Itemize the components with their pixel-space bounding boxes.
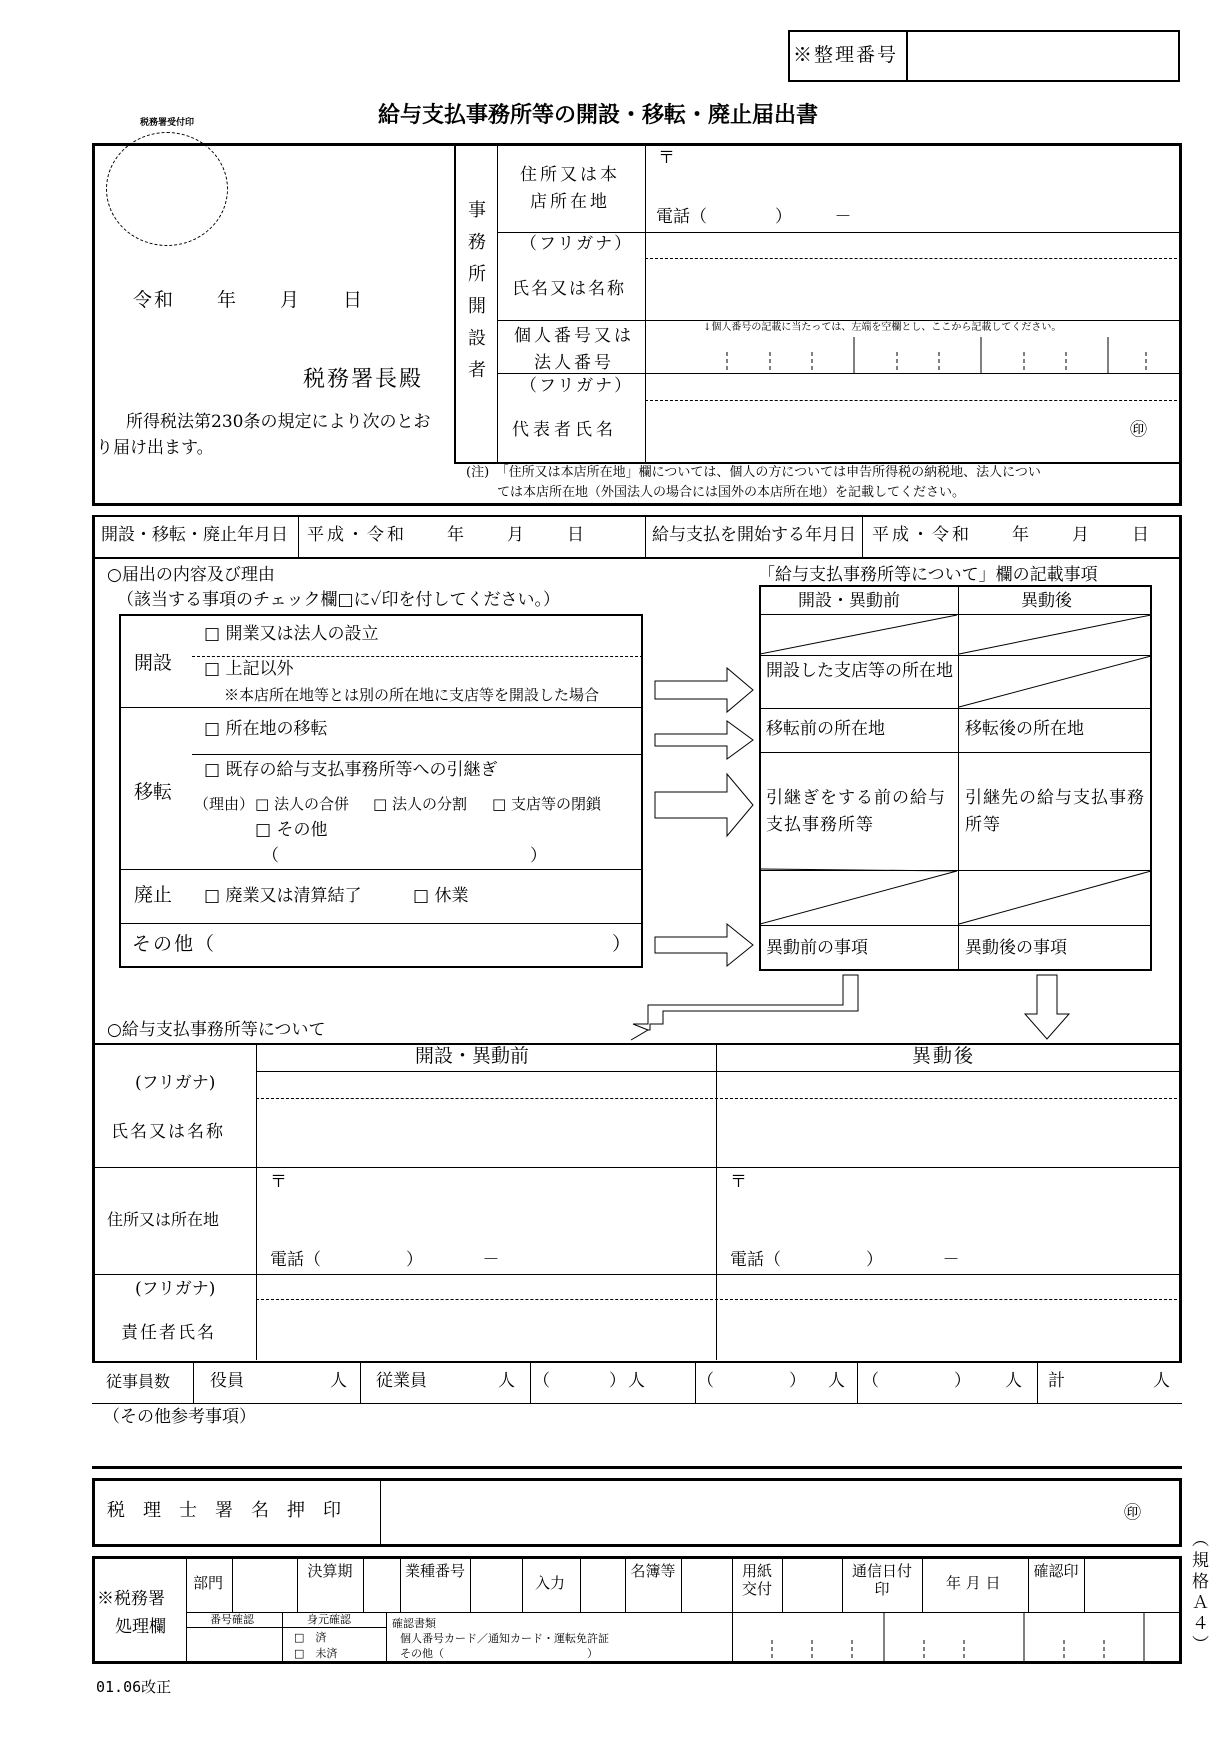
office-before-phone[interactable]: 電話（ ） － [270, 1250, 500, 1270]
office-use-tsushin: 通信日付印 [851, 1562, 912, 1598]
office-col2: 異動後 [912, 1045, 976, 1067]
matrix-r3c1: 移転前の所在地 [766, 719, 885, 739]
iten-reason-label: （理由） [194, 795, 255, 813]
office-col1: 開設・異動前 [415, 1045, 530, 1067]
haishi-label: 廃止 [134, 884, 173, 906]
iten-option-1[interactable]: □ 所在地の移転 [204, 719, 328, 739]
kaisetsu-option-1[interactable]: □ 開業又は法人の設立 [204, 624, 379, 644]
employees-other3[interactable]: （ ） [862, 1371, 977, 1391]
employees-total-unit: 人 [1153, 1371, 1170, 1391]
setter-address-label: 住所又は本店所在地 [520, 165, 620, 212]
office-heading: ○給与支払事務所等について [107, 1020, 326, 1040]
tax-accountant-label: 税 理 士 署 名 押 印 [107, 1500, 341, 1521]
employees-label: 従事員数 [106, 1372, 171, 1391]
employees-officer-unit: 人 [330, 1371, 347, 1391]
open-date-label: 開設・移転・廃止年月日 [101, 525, 288, 545]
matrix-r6c2: 異動後の事項 [965, 938, 1067, 958]
office-address-label: 住所又は所在地 [107, 1210, 220, 1229]
iten-paren-open: （ [262, 846, 279, 866]
matrix-col2: 異動後 [1021, 591, 1072, 611]
office-use-mimoto: 身元確認 [307, 1613, 351, 1626]
start-date-label: 給与支払を開始する年月日 [652, 525, 856, 545]
office-manager-furigana-label: (フリガナ) [135, 1279, 216, 1299]
haishi-option-1[interactable]: □ 廃業又は清算結了 [204, 886, 362, 906]
revision-note: 01.06改正 [96, 1678, 172, 1696]
setter-rep-label: 代表者氏名 [512, 420, 617, 440]
statement: 所得税法第230条の規定により次のとおり届け出ます。 [96, 412, 431, 458]
start-date-value[interactable]: 平成・令和 年 月 日 [872, 525, 1152, 545]
office-name-label: 氏名又は名称 [111, 1122, 225, 1142]
note-line2: ては本店所在地（外国法人の場合には国外の本店所在地）を記載してください。 [497, 485, 966, 500]
office-use-kakunin: 確認印 [1033, 1562, 1079, 1580]
matrix-r4c2: 引継先の給与支払事務所等 [965, 788, 1145, 835]
matrix-r6c1: 異動前の事項 [766, 938, 868, 958]
setter-name-label: 氏名又は名称 [512, 279, 626, 299]
office-use-docs1: 個人番号カード／通知カード・運転免許証 [400, 1632, 609, 1645]
iten-reason-merger[interactable]: □ 法人の合併 [255, 795, 349, 813]
office-use-gyoshu: 業種番号 [404, 1562, 465, 1580]
office-use-docs2: その他（ ） [400, 1647, 598, 1660]
submission-date[interactable]: 令和 年 月 日 [133, 289, 365, 311]
office-after-phone[interactable]: 電話（ ） － [730, 1250, 960, 1270]
setter-number-label: 個人番号又は法人番号 [514, 326, 634, 373]
other-close: ） [612, 933, 632, 955]
office-use-misumi[interactable]: □ 未済 [294, 1647, 338, 1660]
stamp-label: 税務署受付印 [140, 118, 195, 128]
employees-other2-unit: 人 [828, 1371, 845, 1391]
setter-phone[interactable]: 電話（ ） － [656, 207, 852, 227]
seiri-number-label: ※整理番号 [793, 44, 899, 66]
open-date-value[interactable]: 平成・令和 年 月 日 [307, 525, 587, 545]
matrix-r2c1: 開設した支店等の所在地 [766, 661, 953, 681]
note-line1: (注) 「住所又は本店所在地」欄については、個人の方については申告所得税の納税地、法人につい [466, 465, 1041, 480]
other-label: その他（ [132, 933, 217, 955]
employees-other2[interactable]: （ ） [697, 1371, 812, 1391]
kaisetsu-option-2[interactable]: □ 上記以外 [204, 659, 294, 679]
iten-option-2[interactable]: □ 既存の給与支払事務所等への引継ぎ [204, 760, 498, 780]
form-title: 給与支払事務所等の開設・移転・廃止届出書 [378, 102, 819, 128]
iten-paren-close: ） [530, 846, 547, 866]
kaisetsu-option-2-note: ※本店所在地等とは別の所在地に支店等を開設した場合 [224, 686, 600, 704]
office-use-meibo: 名簿等 [630, 1562, 676, 1580]
haishi-option-2[interactable]: □ 休業 [413, 886, 469, 906]
office-use-label2: 処理欄 [115, 1617, 166, 1637]
office-after-postal: 〒 [730, 1172, 747, 1192]
iten-reason-split[interactable]: □ 法人の分割 [373, 795, 467, 813]
reasons-heading: ○届出の内容及び理由 [107, 565, 275, 585]
iten-reason-closure[interactable]: □ 支店等の閉鎖 [492, 795, 601, 813]
office-use-yoshi: 用紙交付 [741, 1562, 772, 1598]
office-furigana-label: (フリガナ) [135, 1073, 216, 1093]
matrix-col1: 開設・異動前 [798, 591, 900, 611]
reasons-instruction: （該当する事項のチェック欄□に✓印を付してください。） [117, 590, 561, 610]
matrix-r3c2: 移転後の所在地 [965, 719, 1084, 739]
matrix-r4c1: 引継ぎをする前の給与支払事務所等 [766, 788, 946, 835]
tax-accountant-seal-icon: ㊞ [1124, 1503, 1141, 1523]
office-use-kessan: 決算期 [307, 1562, 353, 1580]
remarks-label: （その他参考事項） [103, 1407, 256, 1427]
office-use-ymd: 年 月 日 [946, 1574, 1001, 1592]
setter-vertical-label: 事務所開設者 [465, 200, 486, 392]
employees-officer-label: 役員 [210, 1371, 244, 1391]
kaisetsu-label: 開設 [134, 652, 173, 674]
setter-seal-icon: ㊞ [1130, 420, 1147, 440]
office-use-nyuryoku: 入力 [535, 1574, 566, 1592]
setter-number-note: ↓個人番号の記載に当たっては、左端を空欄とし、ここから記載してください。 [703, 322, 1062, 333]
employees-staff-unit: 人 [498, 1371, 515, 1391]
iten-reason-other[interactable]: □ その他 [255, 820, 328, 840]
office-use-docs: 確認書類 [392, 1617, 436, 1630]
paper-size-note: （規格Ａ４） [1188, 1530, 1208, 1656]
office-use-sumi[interactable]: □ 済 [294, 1631, 327, 1644]
setter-furigana-label: （フリガナ） [520, 234, 634, 254]
setter-postal: 〒 [658, 148, 675, 168]
office-manager-label: 責任者氏名 [121, 1323, 216, 1343]
employees-total-label: 計 [1048, 1371, 1065, 1391]
matrix-heading: 「給与支払事務所等について」欄の記載事項 [758, 565, 1098, 585]
addressee: 税務署長殿 [303, 367, 424, 392]
employees-other1[interactable]: （ ）人 [533, 1371, 647, 1391]
office-use-bango: 番号確認 [210, 1613, 254, 1626]
office-use-label1: ※税務署 [97, 1589, 165, 1609]
office-before-postal: 〒 [270, 1172, 287, 1192]
office-use-bumon: 部門 [193, 1574, 224, 1592]
employees-staff-label: 従業員 [376, 1371, 427, 1391]
setter-furigana2-label: （フリガナ） [520, 376, 634, 396]
iten-label: 移転 [134, 781, 173, 803]
employees-other3-unit: 人 [1005, 1371, 1022, 1391]
